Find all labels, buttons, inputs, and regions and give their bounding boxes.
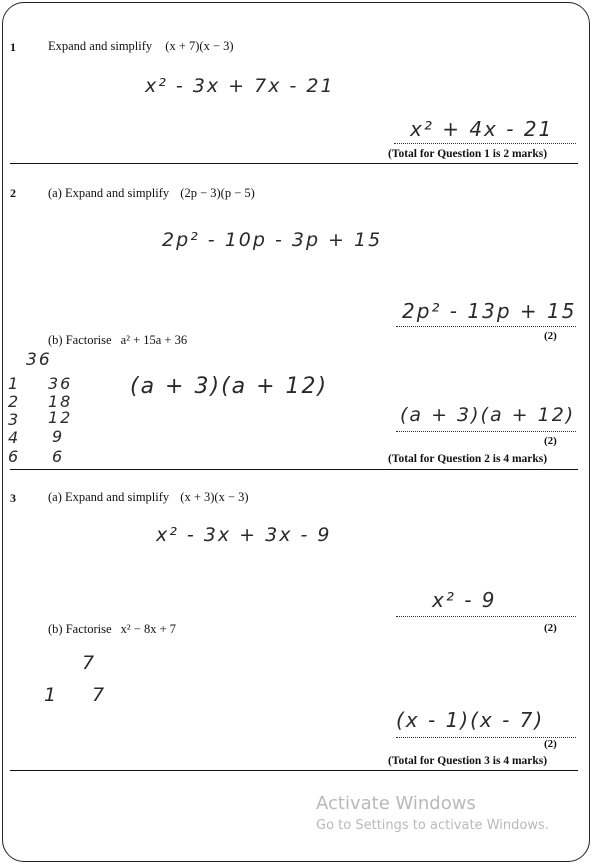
factor-pair-left: 3 [8,410,21,429]
q3-total: (Total for Question 3 is 4 marks) [388,755,548,767]
q2-divider [10,469,578,470]
q2a-marks: (2) [544,330,557,342]
q1-working: x² - 3x + 7x - 21 [145,75,335,97]
q3b-marks: (2) [544,738,557,750]
q3a-expression: (x + 3)(x − 3) [180,490,249,504]
q2b-marks: (2) [544,435,557,447]
factor-pair-right: 18 [48,392,73,411]
q3-divider [10,770,578,771]
q2a-answer-line [396,326,576,327]
q2a-answer: 2p² - 13p + 15 [402,299,577,323]
factor-pair-right: 9 [52,427,65,446]
q3a-answer: x² - 9 [432,588,497,612]
q2a-label: (a) [48,186,62,200]
q1-answer: x² + 4x - 21 [410,117,554,141]
q1-divider [10,163,578,164]
q2b-factor-target: 36 [26,350,52,370]
q2-total: (Total for Question 2 is 4 marks) [388,453,548,465]
factor-pair-right: 36 [48,374,73,393]
factor-pair-left: 2 [8,392,21,411]
q3b-prompt [48,622,176,637]
q1-total: (Total for Question 1 is 2 marks) [388,148,548,160]
q2b-prompt [48,333,187,348]
q2b-prompt-text: Factorise [65,333,112,347]
q3b-expression: x² − 8x + 7 [120,622,177,636]
q2a-expression: (2p − 3)(p − 5) [180,186,255,200]
q2-number: 2 [10,186,16,200]
q2a-prompt [48,186,255,201]
q1-prompt-text: Expand and simplify [48,39,153,53]
q2b-answer: (a + 3)(a + 12) [400,404,576,426]
q2b-expression: a² + 15a + 36 [120,333,188,347]
q3a-label: (a) [48,490,62,504]
q3a-prompt [48,490,249,505]
q2b-label: (b) [48,333,63,347]
q3b-factor-left: 1 [44,684,59,706]
factor-pair-left: 4 [8,428,21,447]
q3b-answer: (x - 1)(x - 7) [396,708,545,732]
q3a-answer-line [396,616,576,617]
q3a-marks: (2) [544,622,557,634]
q3b-prompt-text: Factorise [65,622,112,636]
q2b-answer-line [396,431,576,432]
q3a-prompt-text: Expand and simplify [65,490,170,504]
factor-pair-left: 6 [8,447,21,466]
q2a-prompt-text: Expand and simplify [65,186,170,200]
q1-expression: (x + 7)(x − 3) [165,39,234,53]
q1-number: 1 [10,40,16,54]
watermark-title: Activate Windows [316,793,476,814]
q3-number: 3 [10,491,16,505]
factor-pair-right: 6 [52,447,65,466]
q3b-factor-right: 7 [92,684,107,706]
factor-pair-right: 12 [48,408,73,427]
watermark-subtitle: Go to Settings to activate Windows. [316,818,549,833]
q3b-factor-target: 7 [82,652,97,674]
q3a-working: x² - 3x + 3x - 9 [156,524,332,546]
q1-prompt [48,39,234,54]
q3b-label: (b) [48,622,63,636]
q2a-working: 2p² - 10p - 3p + 15 [162,229,383,251]
q2b-working: (a + 3)(a + 12) [130,374,329,399]
factor-pair-left: 1 [8,374,21,393]
q1-answer-line [394,143,576,144]
